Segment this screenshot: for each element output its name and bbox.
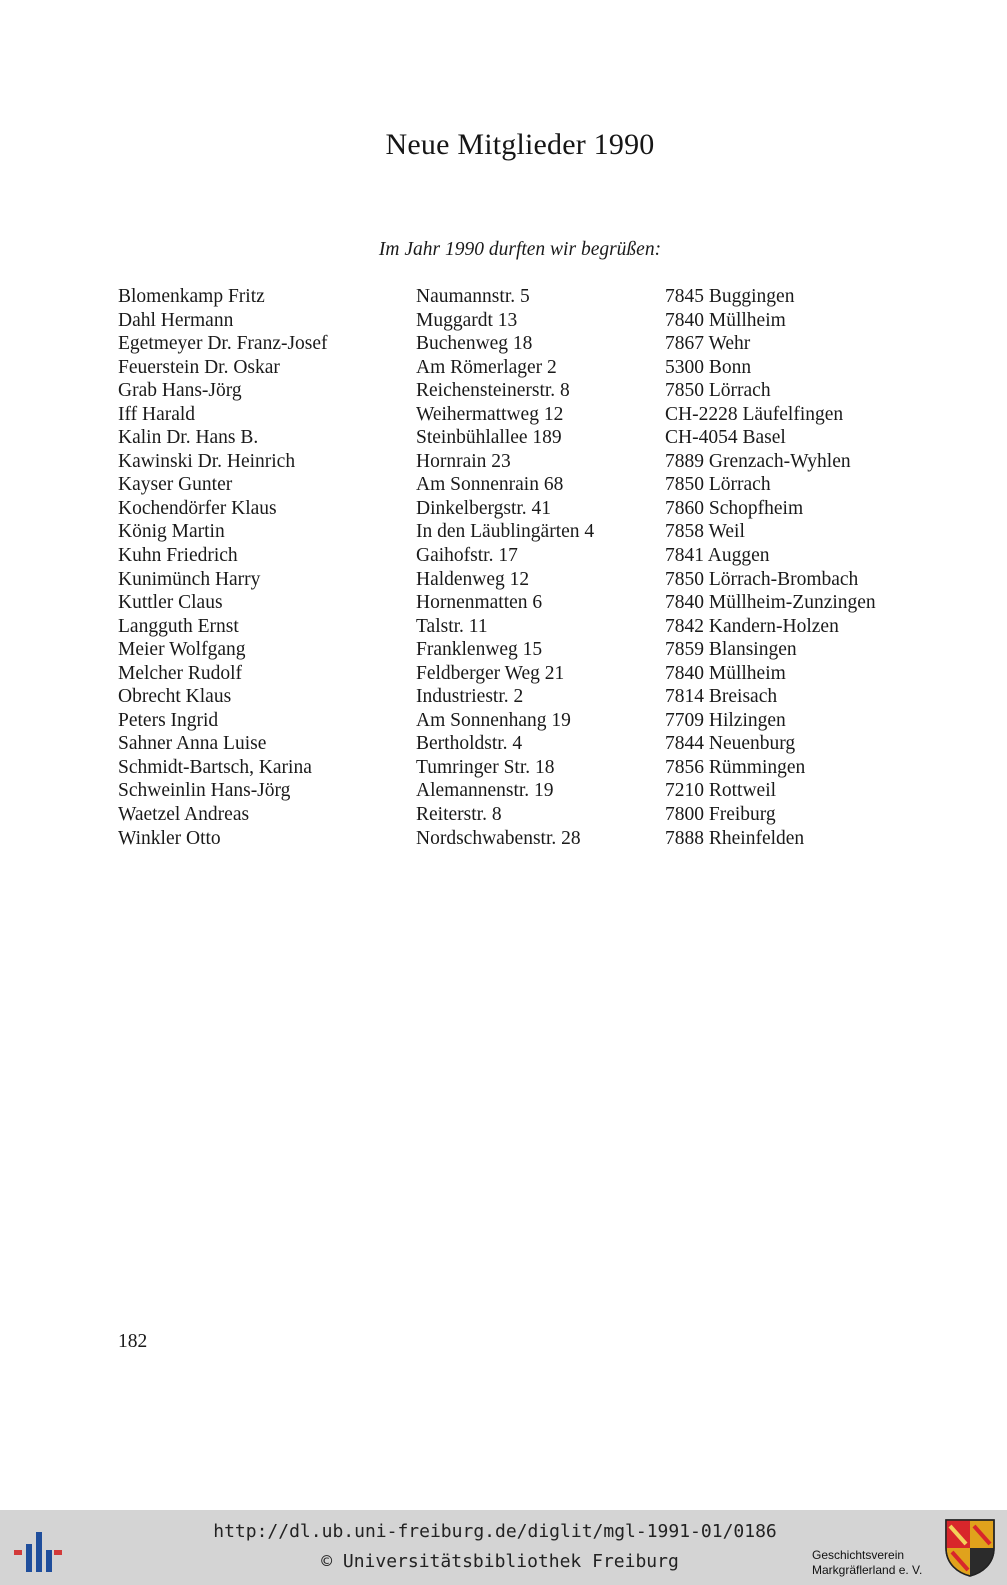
member-row: [118, 450, 978, 474]
member-street: Alemannenstr. 19: [416, 780, 554, 802]
member-name: Kuttler Claus: [118, 592, 223, 614]
member-row: [118, 591, 978, 615]
member-city: 7841 Auggen: [665, 545, 770, 567]
member-city: CH-2228 Läufelfingen: [665, 403, 844, 425]
permalink-link[interactable]: http://dl.ub.uni-freiburg.de/diglit/mgl-1991-01/0186: [213, 1521, 777, 1542]
member-city: 7858 Weil: [665, 521, 745, 543]
member-city: 7800 Freiburg: [665, 804, 776, 826]
member-row: [118, 827, 978, 851]
member-street: Talstr. 11: [416, 615, 488, 637]
member-name: König Martin: [118, 521, 225, 543]
member-name: Blomenkamp Fritz: [118, 286, 265, 307]
member-name: Melcher Rudolf: [118, 662, 243, 684]
member-city: 7840 Müllheim-Zunzingen: [665, 592, 876, 614]
member-name: Kochendörfer Klaus: [118, 497, 277, 519]
member-row: [118, 756, 978, 780]
member-city: 7210 Rottweil: [665, 780, 777, 802]
member-name: Meier Wolfgang: [118, 639, 246, 661]
member-row: [118, 356, 978, 380]
member-city: 5300 Bonn: [665, 356, 752, 378]
member-row: [118, 544, 978, 568]
member-name: Schmidt-Bartsch, Karina: [118, 756, 312, 778]
member-row: [118, 615, 978, 639]
member-name: Grab Hans-Jörg: [118, 380, 242, 402]
society-name-line2: Markgräflerland e. V.: [812, 1563, 923, 1577]
member-list: [118, 285, 978, 850]
member-row: [118, 709, 978, 733]
member-street: Dinkelbergstr. 41: [416, 497, 552, 519]
member-city: 7709 Hilzingen: [665, 709, 786, 731]
member-name: Kalin Dr. Hans B.: [118, 427, 259, 449]
member-street: Am Römerlager 2: [416, 356, 557, 378]
member-city: 7888 Rheinfelden: [665, 827, 805, 849]
member-name: Iff Harald: [118, 403, 196, 425]
coat-of-arms-icon: [944, 1518, 996, 1578]
member-city: 7814 Breisach: [665, 686, 778, 708]
member-row: [118, 638, 978, 662]
member-city: 7889 Grenzach-Wyhlen: [665, 450, 851, 472]
member-city: 7840 Müllheim: [665, 309, 786, 331]
member-name: Winkler Otto: [118, 827, 221, 849]
member-street: Buchenweg 18: [416, 333, 533, 355]
member-name: Kunimünch Harry: [118, 568, 261, 590]
page-title: Neue Mitglieder 1990: [385, 128, 655, 161]
member-row: [118, 403, 978, 427]
society-name-line1: Geschichtsverein: [812, 1548, 905, 1562]
member-name: Peters Ingrid: [118, 709, 219, 731]
member-row: [118, 520, 978, 544]
member-row: [118, 379, 978, 403]
member-street: Franklenweg 15: [416, 639, 543, 661]
member-city: 7850 Lörrach-Brombach: [665, 568, 859, 590]
member-street: Weihermattweg 12: [416, 403, 564, 425]
member-street: In den Läublingärten 4: [416, 521, 595, 543]
member-city: 7867 Wehr: [665, 333, 751, 355]
member-row: [118, 685, 978, 709]
member-street: Feldberger Weg 21: [416, 662, 565, 684]
member-street: Haldenweg 12: [416, 568, 530, 590]
member-street: Industriestr. 2: [416, 686, 524, 708]
member-row: [118, 568, 978, 592]
member-street: Tumringer Str. 18: [416, 756, 555, 778]
member-city: 7844 Neuenburg: [665, 733, 796, 755]
member-name: Schweinlin Hans-Jörg: [118, 780, 291, 802]
member-city: 7859 Blansingen: [665, 639, 797, 661]
member-name: Egetmeyer Dr. Franz-Josef: [118, 333, 328, 355]
member-name: Kawinski Dr. Heinrich: [118, 450, 296, 472]
member-row: [118, 662, 978, 686]
member-name: Obrecht Klaus: [118, 686, 232, 708]
member-row: [118, 779, 978, 803]
member-name: Kayser Gunter: [118, 474, 233, 496]
member-row: [118, 497, 978, 521]
page-subtitle: Im Jahr 1990 durften wir begrüßen:: [378, 239, 662, 260]
member-city: 7860 Schopfheim: [665, 497, 804, 519]
member-name: Feuerstein Dr. Oskar: [118, 356, 280, 378]
member-city: 7840 Müllheim: [665, 662, 786, 684]
member-street: Am Sonnenhang 19: [416, 709, 571, 731]
member-name: Kuhn Friedrich: [118, 545, 238, 567]
member-city: 7850 Lörrach: [665, 474, 771, 496]
footer-bar: [0, 1510, 1007, 1585]
member-street: Naumannstr. 5: [416, 286, 530, 307]
member-name: Dahl Hermann: [118, 309, 234, 331]
member-city: 7842 Kandern-Holzen: [665, 615, 839, 637]
copyright-text: © Universitätsbibliothek Freiburg: [321, 1551, 679, 1572]
member-street: Reiterstr. 8: [416, 804, 502, 826]
member-street: Muggardt 13: [416, 309, 518, 331]
member-street: Steinbühlallee 189: [416, 427, 562, 449]
society-name: [812, 1548, 922, 1578]
member-row: [118, 732, 978, 756]
member-row: [118, 803, 978, 827]
member-city: CH-4054 Basel: [665, 427, 786, 449]
member-street: Reichensteinerstr. 8: [416, 380, 570, 402]
page-number: 182: [118, 1331, 148, 1352]
member-row: [118, 426, 978, 450]
member-row: [118, 309, 978, 333]
member-street: Gaihofstr. 17: [416, 545, 518, 567]
member-name: Langguth Ernst: [118, 615, 239, 637]
member-name: Waetzel Andreas: [118, 804, 250, 826]
member-street: Hornrain 23: [416, 450, 511, 472]
member-name: Sahner Anna Luise: [118, 733, 267, 755]
member-city: 7845 Buggingen: [665, 286, 795, 307]
member-city: 7856 Rümmingen: [665, 756, 806, 778]
member-row: [118, 473, 978, 497]
member-row: [118, 285, 978, 309]
member-street: Am Sonnenrain 68: [416, 474, 564, 496]
member-city: 7850 Lörrach: [665, 380, 771, 402]
member-street: Hornenmatten 6: [416, 592, 543, 614]
member-street: Bertholdstr. 4: [416, 733, 523, 755]
member-street: Nordschwabenstr. 28: [416, 827, 581, 849]
member-row: [118, 332, 978, 356]
